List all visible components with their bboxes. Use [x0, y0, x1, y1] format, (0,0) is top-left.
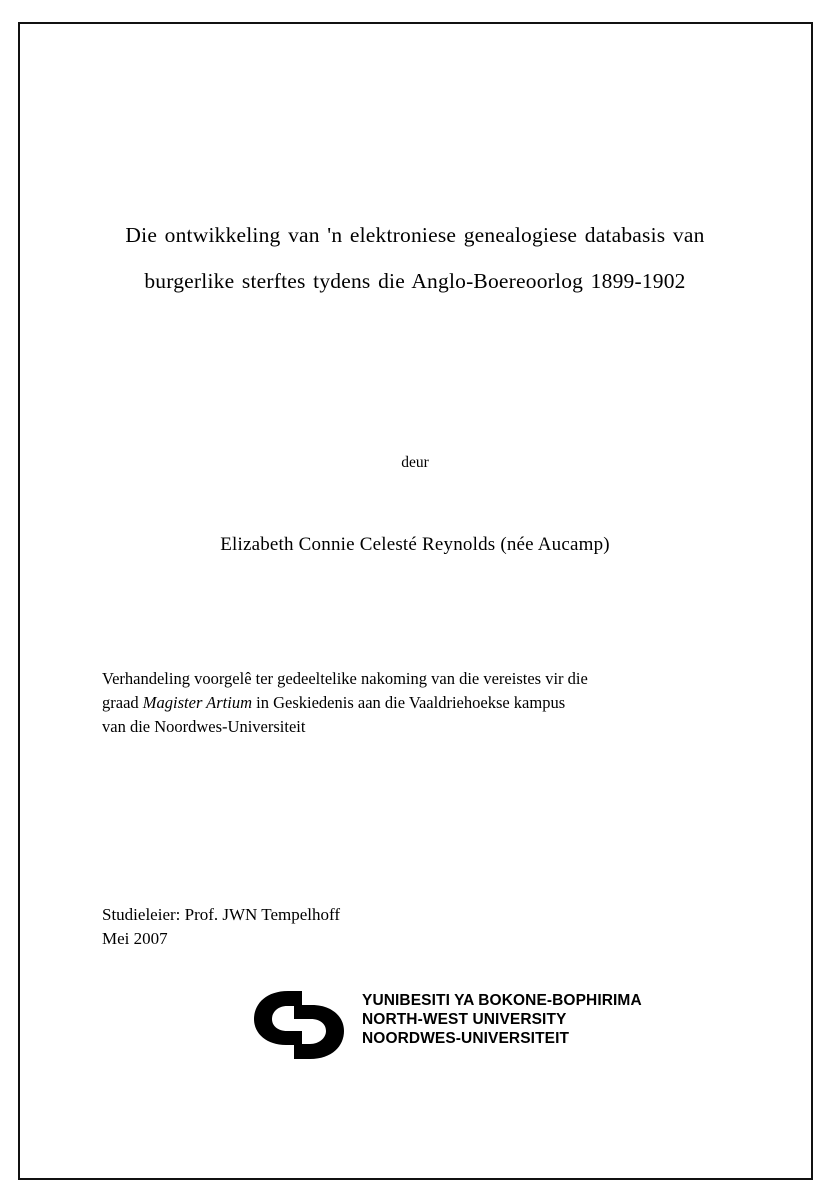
- logo-text: [362, 991, 642, 1048]
- degree-statement-line-1: Verhandeling voorgelê ter gedeeltelike nakoming van die vereistes vir die: [102, 669, 588, 688]
- degree-statement-line-3: van die Noordwes-Universiteit: [102, 717, 306, 736]
- supervisor-line: Studieleier: Prof. JWN Tempelhoff: [102, 905, 341, 924]
- nwu-logo-icon: [250, 987, 358, 1063]
- title-line-2: burgerlike sterftes tydens die Anglo-Boereoorlog 1899-1902: [144, 269, 686, 293]
- degree-statement-line-2: graad Magister Artium in Geskiedenis aan die Vaaldriehoekse kampus: [102, 693, 566, 712]
- by-label: deur: [401, 454, 429, 471]
- thesis-title: [100, 212, 730, 304]
- degree-statement: [102, 667, 728, 739]
- title-line-1: Die ontwikkeling van 'n elektroniese genealogiese databasis van: [125, 223, 705, 247]
- university-logo: [250, 985, 670, 1065]
- date-line: [102, 927, 602, 952]
- supervisor-block: [102, 902, 602, 952]
- date-value: Mei 2007: [102, 929, 168, 948]
- logo-text-line-3: NOORDWES-UNIVERSITEIT: [362, 1030, 570, 1047]
- author-name: Elizabeth Connie Celesté Reynolds (née Aucamp): [220, 534, 610, 555]
- logo-text-line-1: YUNIBESITI YA BOKONE-BOPHIRIMA: [362, 992, 642, 1009]
- logo-text-line-2: NORTH-WEST UNIVERSITY: [362, 1011, 567, 1028]
- degree-name: Magister Artium: [142, 693, 253, 712]
- page-content: [90, 22, 740, 1180]
